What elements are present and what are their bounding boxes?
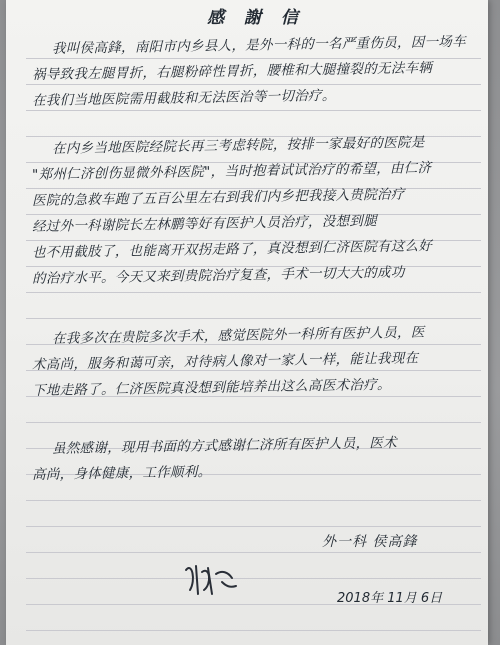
letter-line: 的治疗水平。今天又来到贵院治疗复查，手术一切大大的成功 bbox=[31, 264, 405, 287]
ruled-line bbox=[26, 84, 481, 85]
handwritten-signature-scribble bbox=[182, 560, 242, 600]
letter-line: 在内乡当地医院经院长再三考虑转院，按排一家最好的医院是 bbox=[51, 134, 425, 157]
letter-line: 术高尚，服务和蔼可亲，对待病人像对一家人一样，能让我现在 bbox=[31, 350, 419, 373]
letter-paper bbox=[6, 0, 488, 645]
letter-line: 医院的急救车跑了五百公里左右到我们内乡把我接入贵院治疗 bbox=[31, 186, 405, 209]
ruled-line bbox=[26, 526, 481, 527]
letter-line: "郑州仁济创伤显微外科医院"，当时抱着试试治疗的希望，由仁济 bbox=[31, 160, 432, 183]
letter-line: 经过外一科谢院长左林鹏等好有医护人员治疗，没想到腿 bbox=[31, 212, 378, 235]
letter-line: 下地走路了。仁济医院真没想到能培养出这么高医术治疗。 bbox=[31, 376, 391, 399]
letter-line: 在我多次在贵院多次手术，感觉医院外一科所有医护人员，医 bbox=[51, 324, 425, 347]
ruled-line bbox=[26, 630, 481, 631]
ruled-line bbox=[26, 110, 481, 111]
ruled-line bbox=[26, 552, 481, 553]
letter-line: 虽然感谢，现用书面的方式感谢仁济所有医护人员，医术 bbox=[51, 434, 398, 457]
ruled-line bbox=[26, 422, 481, 423]
ruled-line bbox=[26, 318, 481, 319]
letter-line: 在我们当地医院需用截肢和无法医治等一切治疗。 bbox=[31, 87, 336, 109]
letter-title: 感 謝 信 bbox=[207, 8, 305, 28]
ruled-line bbox=[26, 292, 481, 293]
letter-line: 祸导致我左腿胃折，右腿粉碎性胃折，腰椎和大腿撞裂的无法车辆 bbox=[31, 60, 433, 83]
letter-line: 我叫侯高鋒，南阳市内乡县人，是外一科的一名严重伤员，因一场车 bbox=[51, 33, 467, 57]
ruled-line bbox=[26, 500, 481, 501]
ruled-line bbox=[26, 578, 481, 579]
signature-date: 2018年 11月 6日 bbox=[337, 591, 443, 606]
letter-line: 高尚，身体健康，工作顺利。 bbox=[31, 463, 212, 483]
letter-line: 也不用截肢了，也能离开双拐走路了，真没想到仁济医院有这么好 bbox=[31, 238, 433, 261]
signature-department: 外一科 侯高鋒 bbox=[322, 534, 418, 550]
